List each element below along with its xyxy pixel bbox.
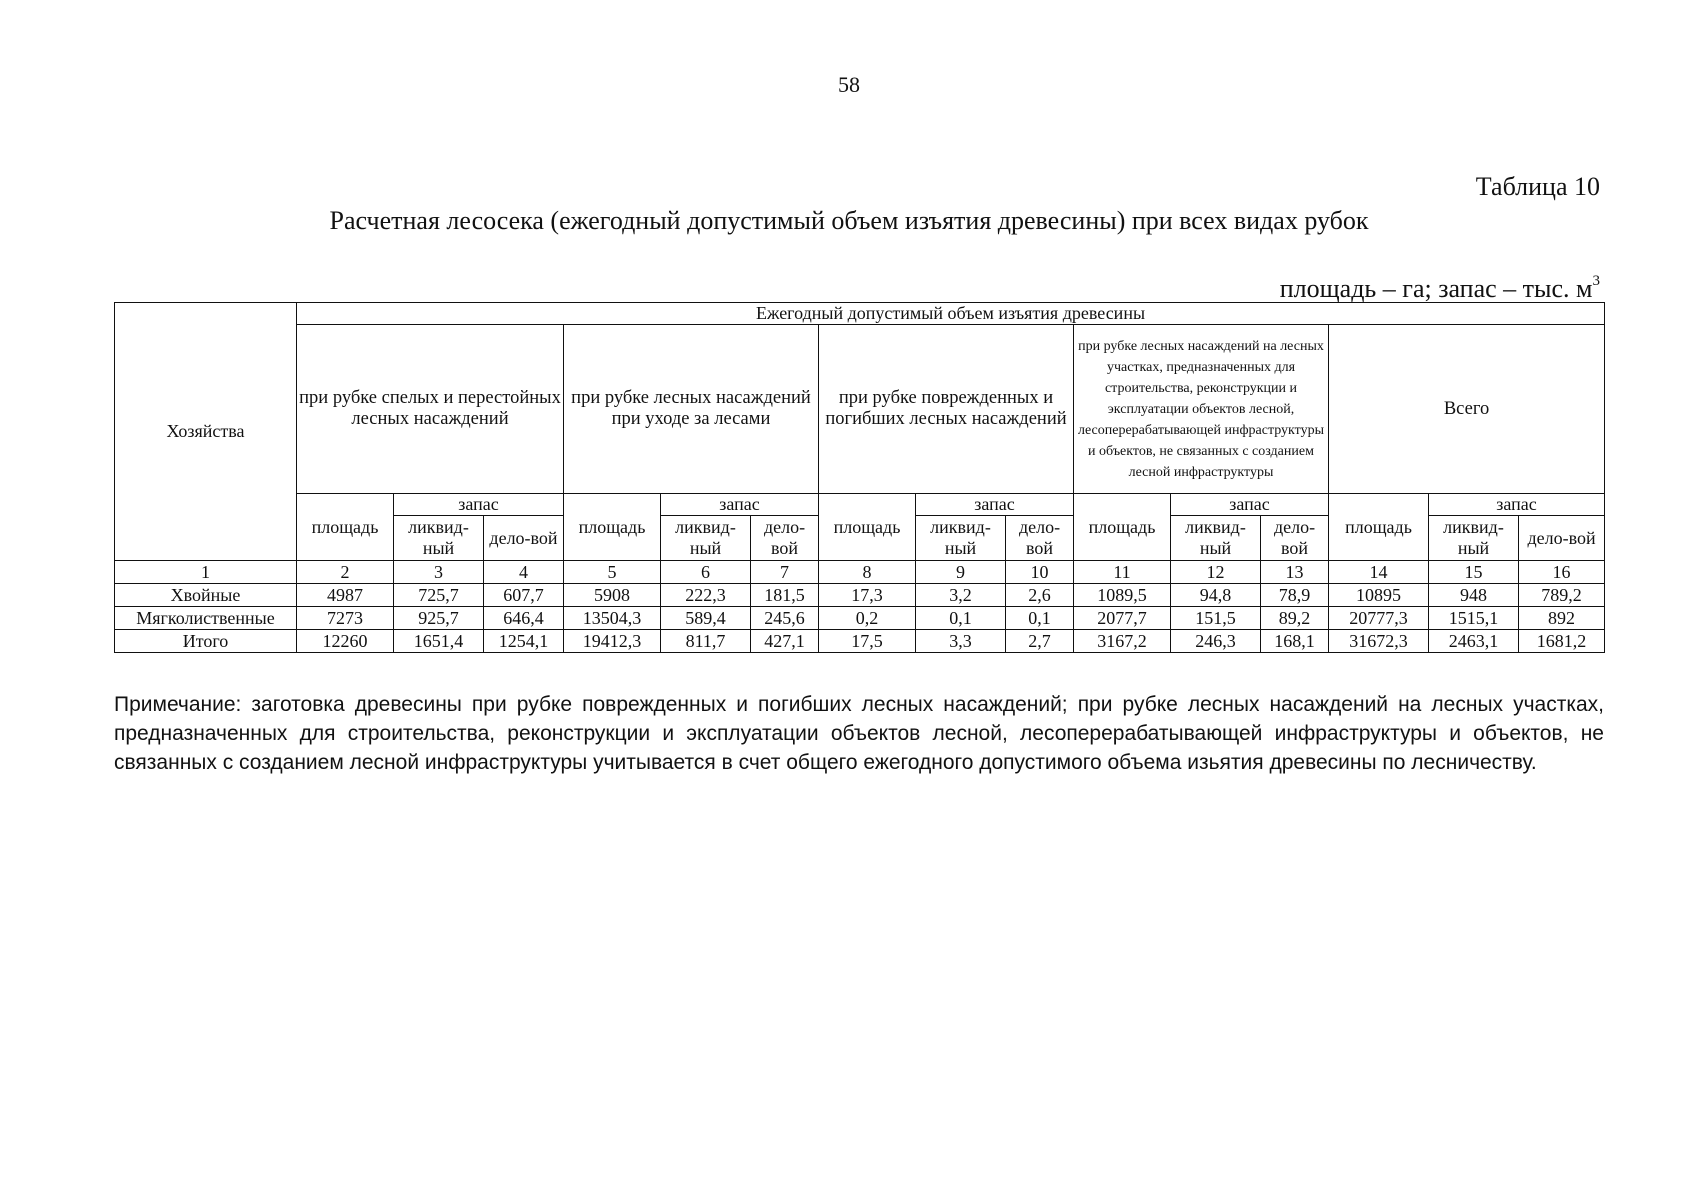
area-header: площадь	[297, 494, 394, 561]
column-number: 2	[297, 561, 394, 584]
column-number: 6	[661, 561, 751, 584]
stock-header: запас	[661, 494, 819, 516]
table-cell: 3167,2	[1074, 630, 1171, 653]
table-cell: 222,3	[661, 584, 751, 607]
row-name-cell: Мягколиственные	[115, 607, 297, 630]
business-header: дело-вой	[484, 516, 564, 561]
group-header-cell: Ежегодный допустимый объем изъятия древесины	[297, 303, 1605, 325]
table-cell: 20777,3	[1329, 607, 1429, 630]
table-cell: 10895	[1329, 584, 1429, 607]
page-number: 58	[838, 72, 860, 97]
table-cell: 181,5	[751, 584, 819, 607]
column-number: 11	[1074, 561, 1171, 584]
table-cell: 19412,3	[564, 630, 661, 653]
table-row	[115, 607, 1605, 630]
table-cell: 0,1	[1006, 607, 1074, 630]
table-cell: 12260	[297, 630, 394, 653]
liquid-header: ликвид-ный	[916, 516, 1006, 561]
table-cell: 2,6	[1006, 584, 1074, 607]
table-cell: 7273	[297, 607, 394, 630]
category-header: при рубке поврежденных и погибших лесных насаждений	[819, 325, 1074, 494]
table-cell: 2,7	[1006, 630, 1074, 653]
table-cell: 17,5	[819, 630, 916, 653]
table-cell: 89,2	[1261, 607, 1329, 630]
total-row	[115, 630, 1605, 653]
column-number: 7	[751, 561, 819, 584]
area-header: площадь	[564, 494, 661, 561]
table-cell: 13504,3	[564, 607, 661, 630]
area-header: площадь	[1074, 494, 1171, 561]
table-title: Расчетная лесосека (ежегодный допустимый объем изъятия древесины) при всех видах рубок	[329, 206, 1369, 235]
table-cell: 245,6	[751, 607, 819, 630]
column-number: 16	[1519, 561, 1605, 584]
table-cell: 1254,1	[484, 630, 564, 653]
table-cell: 151,5	[1171, 607, 1261, 630]
footnote: Примечание: заготовка древесины при рубке поврежденных и погибших лесных насаждений; при рубке лесных насаждений на лесных участках, предназначенных для строительства, реконструкции и эксплуатации объектов лесной, лесоперерабатывающей инфраструктуры и объектов, не связанных с созданием лесной инфраструктуры учитывается в счет общего ежегодного допустимого объема изьятия древесины по лесничеству.	[114, 693, 1604, 774]
column-number: 10	[1006, 561, 1074, 584]
table-cell: 31672,3	[1329, 630, 1429, 653]
row-name-cell: Хвойные	[115, 584, 297, 607]
liquid-header: ликвид-ный	[394, 516, 484, 561]
category-header: при рубке лесных насаждений при уходе за лесами	[564, 325, 819, 494]
category-header: при рубке спелых и перестойных лесных насаждений	[297, 325, 564, 494]
table-cell: 94,8	[1171, 584, 1261, 607]
table-cell: 3,2	[916, 584, 1006, 607]
table-cell: 1651,4	[394, 630, 484, 653]
column-number: 9	[916, 561, 1006, 584]
table-cell: 948	[1429, 584, 1519, 607]
table-cell: 811,7	[661, 630, 751, 653]
table-cell: 17,3	[819, 584, 916, 607]
felling-table	[114, 302, 1605, 653]
column-number: 13	[1261, 561, 1329, 584]
category-header: Всего	[1329, 325, 1605, 494]
table-cell: 78,9	[1261, 584, 1329, 607]
row-header-cell: Хозяйства	[115, 303, 297, 561]
table-cell: 0,1	[916, 607, 1006, 630]
table-cell: 3,3	[916, 630, 1006, 653]
business-header: дело-вой	[1519, 516, 1605, 561]
category-header: при рубке лесных насаждений на лесных участках, предназначенных для строительства, реконструкции и эксплуатации объектов лесной, лесоперерабатывающей инфраструктуры и объектов, не связанных с созданием лесной инфраструктуры	[1074, 325, 1329, 494]
business-header: дело-вой	[1006, 516, 1074, 561]
stock-header: запас	[394, 494, 564, 516]
table-cell: 2463,1	[1429, 630, 1519, 653]
table-cell: 589,4	[661, 607, 751, 630]
liquid-header: ликвид-ный	[1171, 516, 1261, 561]
table-cell: 427,1	[751, 630, 819, 653]
business-header: дело-вой	[751, 516, 819, 561]
table-number: Таблица 10	[1475, 172, 1600, 201]
area-header: площадь	[1329, 494, 1429, 561]
table-cell: 789,2	[1519, 584, 1605, 607]
table-cell: 925,7	[394, 607, 484, 630]
table-cell: 168,1	[1261, 630, 1329, 653]
table-cell: 1681,2	[1519, 630, 1605, 653]
table-cell: 892	[1519, 607, 1605, 630]
column-number: 12	[1171, 561, 1261, 584]
business-header: дело-вой	[1261, 516, 1329, 561]
stock-header: запас	[916, 494, 1074, 516]
units-text: площадь – га; запас – тыс. м	[1279, 274, 1593, 303]
table-cell: 725,7	[394, 584, 484, 607]
table-row	[115, 584, 1605, 607]
column-number-row	[115, 561, 1605, 584]
row-name-cell: Итого	[115, 630, 297, 653]
column-number: 5	[564, 561, 661, 584]
stock-header: запас	[1429, 494, 1605, 516]
column-number: 4	[484, 561, 564, 584]
column-number: 1	[115, 561, 297, 584]
liquid-header: ликвид-ный	[661, 516, 751, 561]
table-cell: 4987	[297, 584, 394, 607]
table-cell: 1515,1	[1429, 607, 1519, 630]
column-number: 3	[394, 561, 484, 584]
units-superscript: 3	[1592, 273, 1600, 289]
units-caption	[1280, 273, 1600, 304]
area-header: площадь	[819, 494, 916, 561]
column-number: 14	[1329, 561, 1429, 584]
table-cell: 2077,7	[1074, 607, 1171, 630]
table-cell: 246,3	[1171, 630, 1261, 653]
liquid-header: ликвид-ный	[1429, 516, 1519, 561]
table-cell: 1089,5	[1074, 584, 1171, 607]
table-cell: 0,2	[819, 607, 916, 630]
column-number: 8	[819, 561, 916, 584]
table-cell: 5908	[564, 584, 661, 607]
table-cell: 646,4	[484, 607, 564, 630]
table-cell: 607,7	[484, 584, 564, 607]
column-number: 15	[1429, 561, 1519, 584]
stock-header: запас	[1171, 494, 1329, 516]
